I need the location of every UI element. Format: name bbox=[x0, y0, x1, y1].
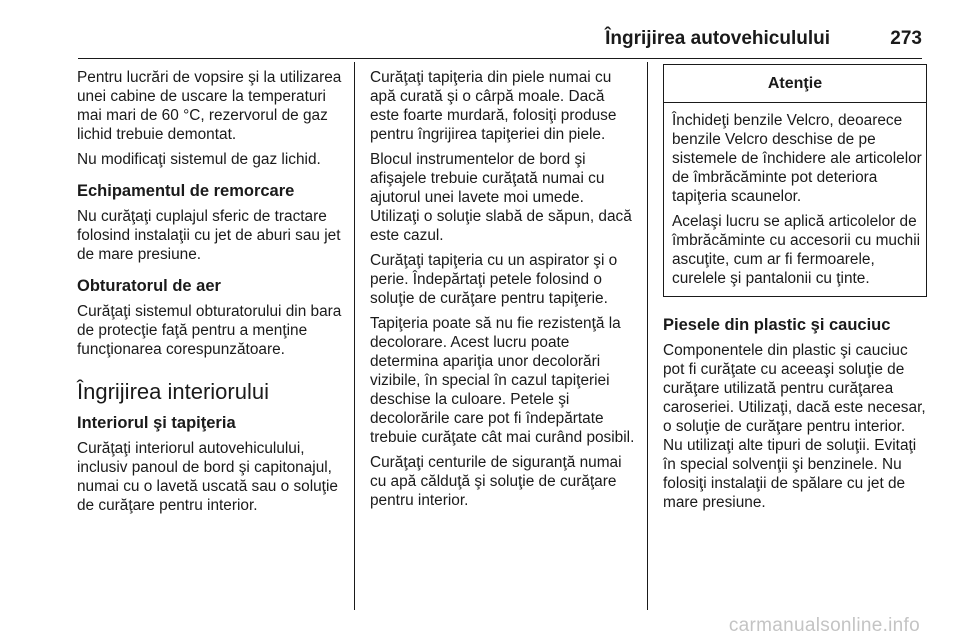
heading-towing: Echipamentul de remorcare bbox=[77, 182, 295, 200]
paragraph-discoloration: Tapiţeria poate să nu fie rezistenţă la decolorare. Acest lucru poate determina apariţia unor decolorări vizibile, în special în cazul tapiţeriei deschise la culoare. Petele şi decolorările care pot fi îndepărtate trebuie curăţate cât mai curând posibil. bbox=[370, 315, 635, 446]
page-title: Îngrijirea autovehiculului bbox=[605, 28, 830, 49]
column-divider-1 bbox=[354, 62, 355, 610]
notice-paragraph-velcro: Închideţi benzile Velcro, deoarece benzile Velcro deschise de pe sistemele de închidere ale articolelor de îmbrăcăminte pot deteriora tapiţeria scaunelor. bbox=[672, 112, 922, 205]
notice-body bbox=[664, 103, 926, 296]
paragraph-towing: Nu curăţaţi cuplajul sferic de tractare folosind instalaţii cu jet de aburi sau jet de mare presiune. bbox=[77, 208, 341, 263]
page-number: 273 bbox=[890, 28, 922, 49]
paragraph-vacuum: Curăţaţi tapiţeria cu un aspirator şi o perie. Îndepărtaţi petele folosind o soluţie de curăţare pentru tapiţerie. bbox=[370, 252, 618, 307]
notice-heading: Atenţie bbox=[664, 65, 926, 103]
column-1 bbox=[77, 68, 343, 521]
paragraph-seatbelts: Curăţaţi centurile de siguranţă numai cu apă călduţă şi soluţie de curăţare pentru interior. bbox=[370, 454, 622, 509]
paragraph-leather: Curăţaţi tapiţeria din piele numai cu apă curată şi o cârpă moale. Dacă este foarte murdară, folosiţi produse pentru îngrijirea tapiţeriei din piele. bbox=[370, 69, 617, 143]
page-header bbox=[78, 24, 922, 59]
notice-paragraph-sharp-edges: Acelaşi lucru se aplică articolelor de îmbrăcăminte cu accesorii cu muchii ascuţite, cum ar fi fermoarele, curelele şi pantalonii cu ţinte. bbox=[672, 213, 921, 287]
column-3 bbox=[663, 64, 927, 518]
paragraph-paint: Pentru lucrări de vopsire şi la utilizarea unei cabine de uscare la temperaturi mai mari de 60 °C, rezervorul de gaz lichid trebuie demontat. bbox=[77, 69, 342, 143]
paragraph-gas-system: Nu modificaţi sistemul de gaz lichid. bbox=[77, 151, 321, 168]
heading-interior-care: Îngrijirea interiorului bbox=[77, 379, 269, 404]
heading-upholstery: Interiorul şi tapiţeria bbox=[77, 414, 236, 432]
column-divider-2 bbox=[647, 62, 648, 610]
paragraph-plastic-rubber: Componentele din plastic şi cauciuc pot fi curăţate cu aceeaşi soluţie de curăţare utilizată pentru curăţarea caroseriei. Utilizaţi, dacă este necesar, o soluţie de curăţare pentru interior. Nu utilizaţi alte tipuri de soluţii. Evitaţi în special solvenţii şi benzinele. Nu folosiţi instalaţii de spălare cu jet de mare presiune. bbox=[663, 342, 926, 511]
column-2 bbox=[370, 68, 636, 516]
heading-air-shutter: Obturatorul de aer bbox=[77, 277, 221, 295]
paragraph-upholstery: Curăţaţi interiorul autovehiculului, inclusiv panoul de bord şi capitonajul, numai cu o lavetă uscată sau o soluţie de curăţare pentru interior. bbox=[77, 440, 338, 514]
paragraph-air-shutter: Curăţaţi sistemul obturatorului din bara de protecţie faţă pentru a menţine funcţionarea corespunzătoare. bbox=[77, 303, 342, 358]
watermark: carmanualsonline.info bbox=[728, 615, 920, 636]
paragraph-instruments: Blocul instrumentelor de bord şi afişajele trebuie curăţată numai cu ajutorul unei lavete moi umede. Utilizaţi o soluţie slabă de săpun, dacă este cazul. bbox=[370, 151, 632, 244]
notice-box bbox=[663, 64, 927, 297]
heading-plastic-rubber: Piesele din plastic şi cauciuc bbox=[663, 316, 891, 334]
